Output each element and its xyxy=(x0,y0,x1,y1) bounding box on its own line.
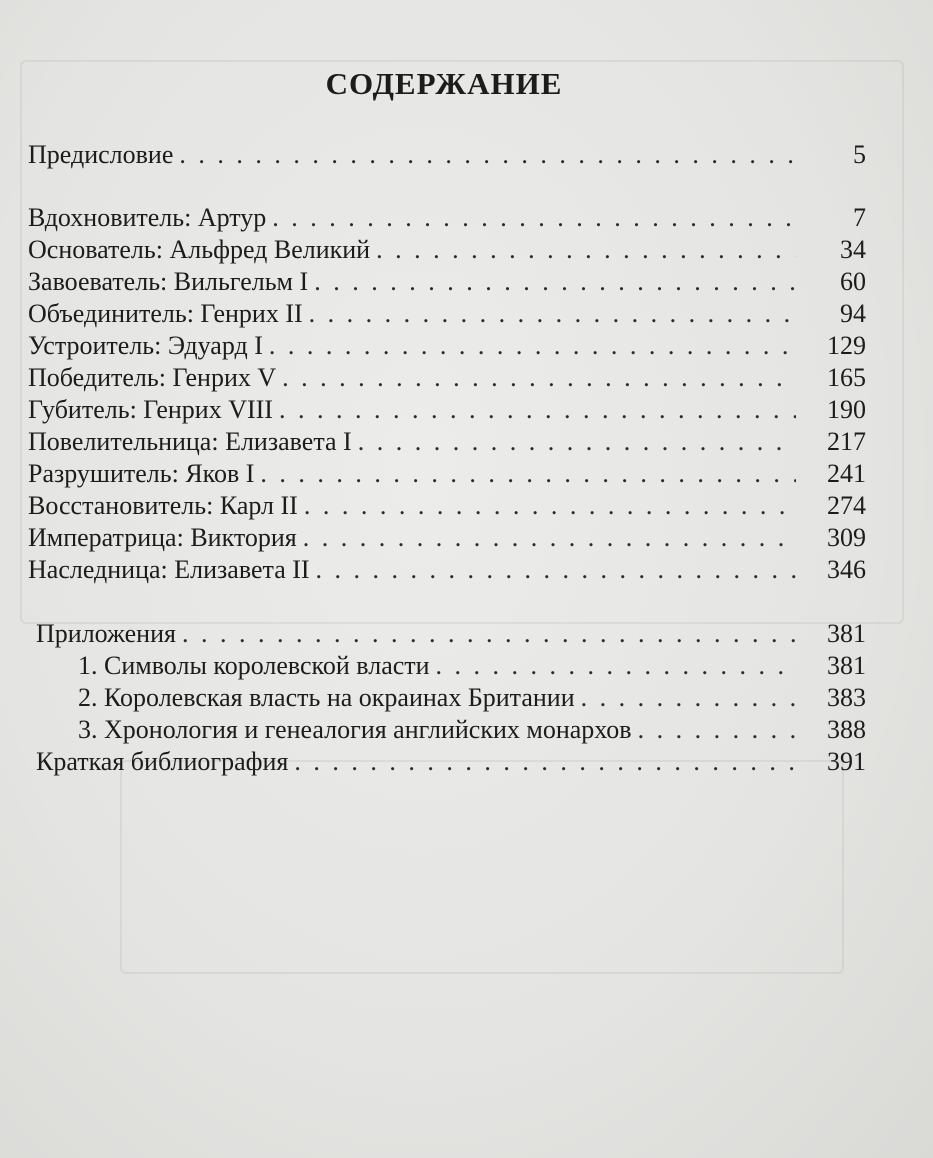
toc-leader-dots xyxy=(272,203,796,233)
toc-entry-chapter[interactable] xyxy=(28,363,866,395)
toc-entry-label: Объединитель: Генрих II xyxy=(28,299,303,328)
toc-entry-chapter[interactable] xyxy=(28,267,866,299)
toc-entry-label: Наследница: Елизавета II xyxy=(28,555,310,584)
toc-entry-label: Императрица: Виктория xyxy=(28,523,297,552)
toc-entry-label: Краткая библиография xyxy=(36,747,289,776)
toc-entry-bibliography[interactable] xyxy=(36,747,866,779)
toc-leader-dots xyxy=(279,395,796,425)
toc-entry-appendix-item[interactable] xyxy=(78,651,866,683)
toc-leader-dots xyxy=(358,427,796,457)
toc-entry-label: Предисловие xyxy=(28,140,174,169)
toc-page-number: 391 xyxy=(827,747,866,776)
page-title: СОДЕРЖАНИЕ xyxy=(325,66,563,101)
toc-page-number: 309 xyxy=(827,523,866,552)
toc-leader-dots xyxy=(581,683,796,713)
toc-page-number: 94 xyxy=(840,299,866,328)
toc-page-number: 241 xyxy=(827,459,866,488)
toc-leader-dots xyxy=(316,555,796,585)
toc-entry-label: Победитель: Генрих V xyxy=(28,363,277,392)
toc-page-number: 165 xyxy=(827,363,866,392)
toc-page-number: 381 xyxy=(827,651,866,680)
toc-leader-dots xyxy=(282,363,796,393)
toc-page-number: 34 xyxy=(840,235,866,264)
toc-entry-chapter[interactable] xyxy=(28,203,866,235)
toc-entry-label: Губитель: Генрих VIII xyxy=(28,395,273,424)
toc-entry-appendix-item[interactable] xyxy=(78,715,866,747)
toc-entry-label: Разрушитель: Яков I xyxy=(28,459,255,488)
toc-page-number: 60 xyxy=(840,267,866,296)
toc-page-number: 217 xyxy=(827,427,866,456)
toc-entry-label: Приложения xyxy=(36,619,176,648)
toc-leader-dots xyxy=(182,619,796,649)
toc-page-number: 190 xyxy=(827,395,866,424)
toc-entry-label: 3. Хронология и генеалогия английских монархов xyxy=(78,715,632,744)
toc-page-number: 381 xyxy=(827,619,866,648)
toc-leader-dots xyxy=(303,523,796,553)
toc-page-number: 346 xyxy=(827,555,866,584)
toc-entry-chapter[interactable] xyxy=(28,427,866,459)
toc-entry-chapter[interactable] xyxy=(28,395,866,427)
toc-entry-chapter[interactable] xyxy=(28,235,866,267)
toc-page-number: 7 xyxy=(853,203,866,232)
toc-entry-chapter[interactable] xyxy=(28,299,866,331)
toc-leader-dots xyxy=(269,331,796,361)
toc-page-number: 383 xyxy=(827,683,866,712)
toc-entry-chapter[interactable] xyxy=(28,555,866,587)
toc-leader-dots xyxy=(304,491,796,521)
toc-entry-label: Восстановитель: Карл II xyxy=(28,491,298,520)
toc-leader-dots xyxy=(309,299,796,329)
toc-page-number: 274 xyxy=(827,491,866,520)
toc-leader-dots xyxy=(260,459,796,489)
toc-page-number: 5 xyxy=(853,140,866,169)
toc-entry-label: 2. Королевская власть на окраинах Британии xyxy=(78,683,575,712)
toc-entry-appendices[interactable] xyxy=(36,619,866,651)
toc-entry-label: Вдохновитель: Артур xyxy=(28,203,267,232)
toc-entry-label: Завоеватель: Вильгельм I xyxy=(28,267,309,296)
toc-leader-dots xyxy=(179,140,796,170)
toc-entry-label: Устроитель: Эдуард I xyxy=(28,331,263,360)
toc-entry-preface[interactable] xyxy=(28,140,866,172)
toc-entry-label: Повелительница: Елизавета I xyxy=(28,427,352,456)
toc-page-number: 388 xyxy=(827,715,866,744)
toc-leader-dots xyxy=(294,747,796,777)
toc-entry-chapter[interactable] xyxy=(28,459,866,491)
toc-leader-dots xyxy=(436,651,796,681)
toc-entry-appendix-item[interactable] xyxy=(78,683,866,715)
bleed-through-box xyxy=(120,760,844,974)
toc-page-number: 129 xyxy=(827,331,866,360)
toc-leader-dots xyxy=(638,715,796,745)
toc-entry-chapter[interactable] xyxy=(28,523,866,555)
toc-entry-chapter[interactable] xyxy=(28,331,866,363)
toc-entry-label: 1. Символы королевской власти xyxy=(78,651,430,680)
toc-leader-dots xyxy=(376,235,796,265)
toc-entry-label: Основатель: Альфред Великий xyxy=(28,235,371,264)
toc-entry-chapter[interactable] xyxy=(28,491,866,523)
toc-leader-dots xyxy=(314,267,796,297)
